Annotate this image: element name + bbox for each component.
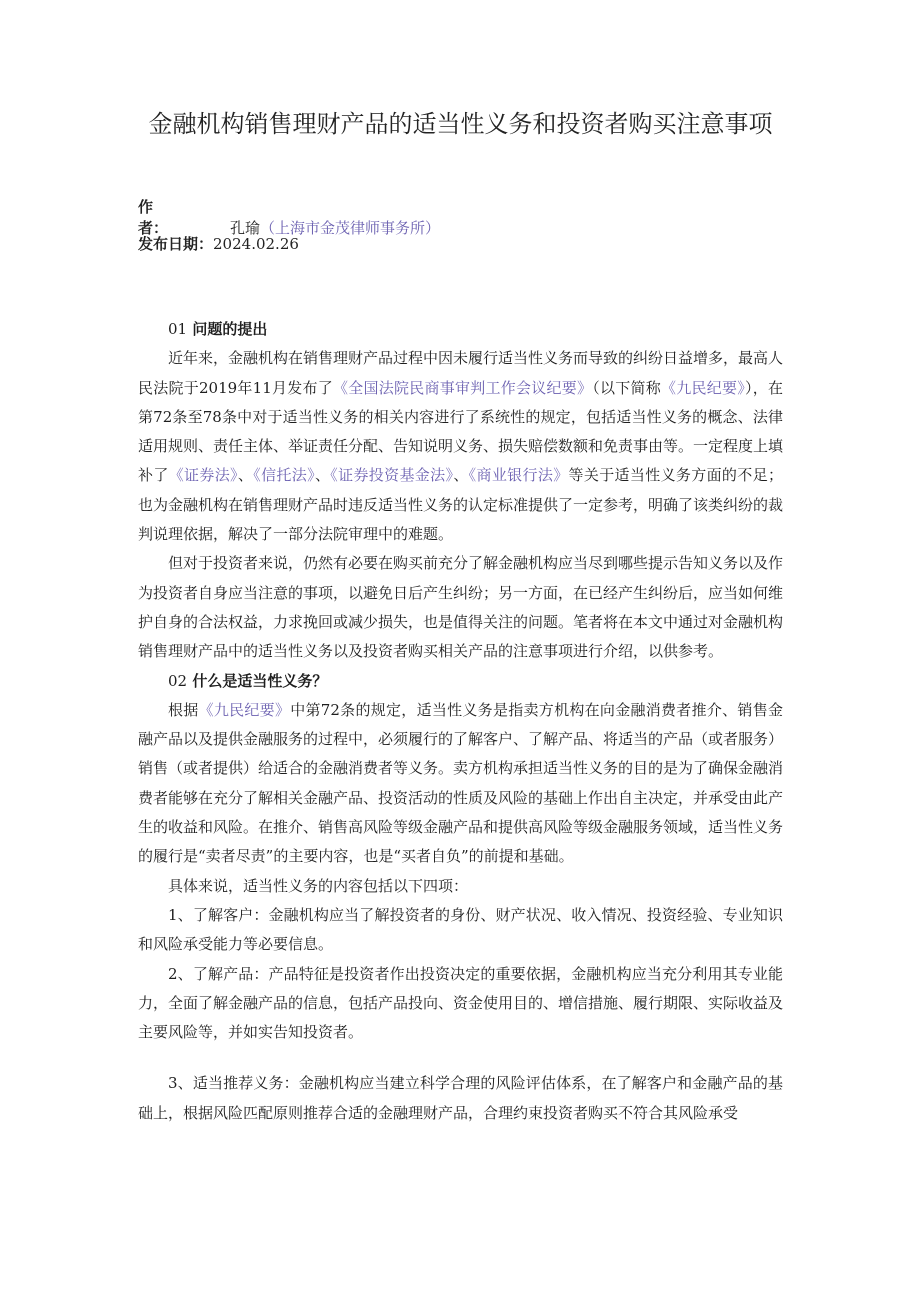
- article-body: [138, 315, 783, 1128]
- paragraph: 但对于投资者来说，仍然有必要在购买前充分了解金融机构应当尽到哪些提示告知义务以及作为投资者自身应当注意的事项，以避免日后产生纠纷；另一方面，在已经产生纠纷后，应当如何维护自身的合法权益，力求挽回或减少损失，也是值得关注的问题。笔者将在本文中通过对金融机构销售理财产品中的适当性义务以及投资者购买相关产品的注意事项进行介绍，以供参考。: [138, 554, 784, 661]
- law-link[interactable]: 《九民纪要》: [198, 700, 291, 719]
- text: 、: [314, 466, 331, 485]
- author-line: [138, 196, 440, 238]
- spacer: [138, 1047, 783, 1069]
- text: （以下简称: [592, 378, 661, 397]
- law-link[interactable]: 《全国法院民商事审判工作会议纪要》: [333, 378, 593, 397]
- paragraph: [138, 344, 783, 549]
- publish-date-line: [138, 233, 299, 254]
- author-label: 作 者：: [138, 198, 214, 237]
- author-name: 孔瑜: [230, 219, 261, 237]
- law-link[interactable]: 《信托法》: [253, 466, 315, 485]
- paragraph: [138, 696, 783, 872]
- list-item: 3、适当推荐义务：金融机构应当建立科学合理的风险评估体系，在了解客户和金融产品的基础上，根据风险匹配原则推荐合适的金融理财产品，合理约束投资者购买不符合其风险承受: [138, 1074, 783, 1122]
- author-org-link[interactable]: （上海市金茂律师事务所）: [260, 219, 441, 237]
- section-number: 01: [168, 320, 188, 338]
- law-link[interactable]: 《证券法》: [168, 466, 238, 485]
- text: 根据: [168, 700, 199, 719]
- date-value: 2024.02.26: [213, 235, 299, 253]
- paragraph: 具体来说，适当性义务的内容包括以下四项：: [168, 876, 469, 895]
- list-item: 2、了解产品：产品特征是投资者作出投资决定的重要依据，金融机构应当充分利用其专业能力，全面了解金融产品的信息，包括产品投向、资金使用目的、增信措施、履行期限、实际收益及主要风险等，并如实告知投资者。: [138, 964, 784, 1042]
- list-item: 1、了解客户：金融机构应当了解投资者的身份、财产状况、收入情况、投资经验、专业知识和风险承受能力等必要信息。: [138, 905, 783, 954]
- date-label: 发布日期：: [138, 235, 214, 253]
- law-link[interactable]: 《证券投资基金法》: [330, 466, 454, 485]
- text: 、: [237, 466, 254, 485]
- section-heading-2: [138, 667, 783, 696]
- page-title: 金融机构销售理财产品的适当性义务和投资者购买注意事项: [148, 110, 773, 138]
- section-title: 什么是适当性义务？: [192, 671, 328, 690]
- law-link[interactable]: 《商业银行法》: [468, 466, 569, 485]
- section-number: 02: [168, 671, 188, 690]
- text: ），在第72条至78条中对于适当性义务的相关内容进行了系统性的规定，包括适当性义务的概念、法律适用规则、责任主体、举证责任分配、告知说明义务、损失赔偿数额和免责事由等。一定程度上填补了: [138, 378, 784, 485]
- section-title: 问题的提出: [192, 320, 268, 338]
- text: 近年来，金融机构在销售理财产品过程中因未履行适当性义务而导致的纠纷日益增多，最高人民法院于2019年11月发布了: [138, 349, 784, 397]
- section-heading-1: [138, 315, 783, 344]
- text: 等关于适当性义务方面的不足；也为金融机构在销售理财产品时违反适当性义务的认定标准提供了一定参考，明确了该类纠纷的裁判说理依据，解决了一部分法院审理中的难题。: [138, 466, 784, 544]
- text: 、: [453, 466, 469, 485]
- law-link[interactable]: 《九民纪要》: [660, 378, 745, 397]
- text: 中第72条的规定，适当性义务是指卖方机构在向金融消费者推介、销售金融产品以及提供金融服务的过程中，必须履行的了解客户、了解产品、将适当的产品（或者服务）销售（或者提供）给适合的金融消费者等义务。卖方机构承担适当性义务的目的是为了确保金融消费者能够在充分了解相关金融产品、投资活动的性质及风险的基础上作出自主决定，并承受由此产生的收益和风险。在推介、销售高风险等级金融产品和提供高风险等级金融服务领域，适当性义务的履行是“卖者尽责”的主要内容，也是“买者自负”的前提和基础。: [138, 700, 784, 866]
